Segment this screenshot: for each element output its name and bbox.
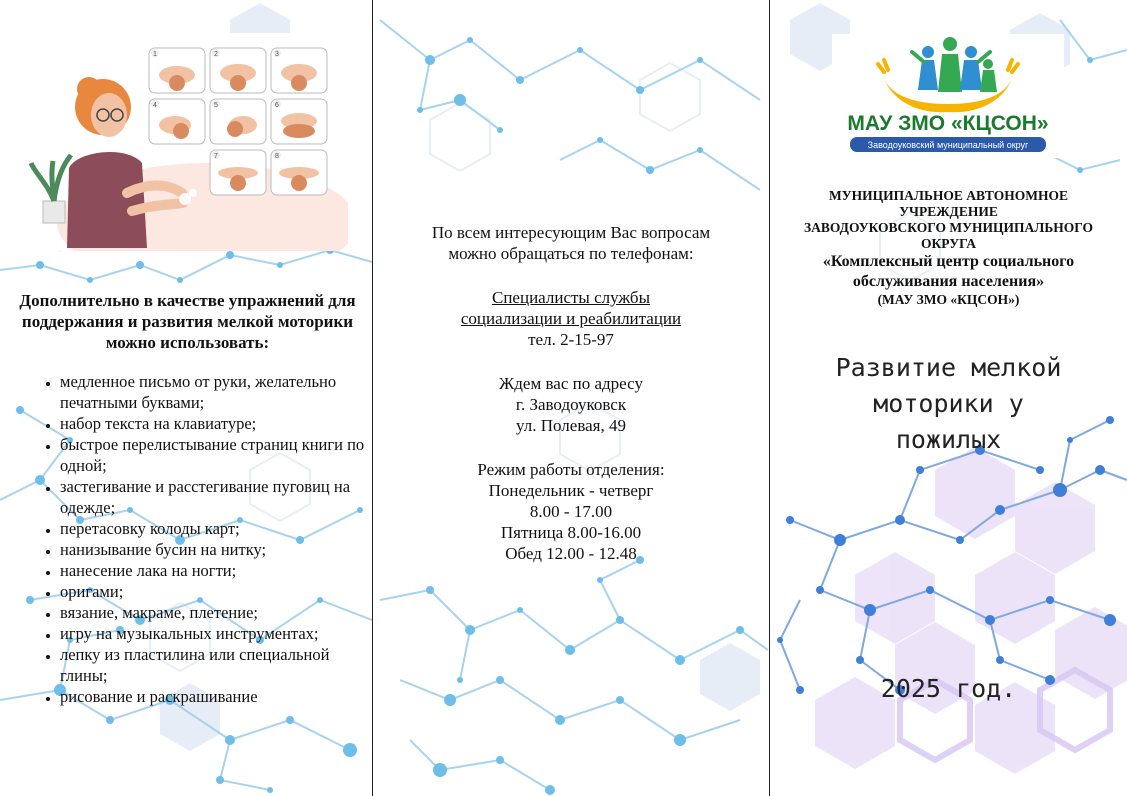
exercise-item: • вязание, макраме, плетение; xyxy=(60,602,370,623)
org-line-3: ЗАВОДОУКОВСКОГО МУНИЦИПАЛЬНОГО xyxy=(803,220,1094,235)
hours-days: Понедельник - четверг xyxy=(488,481,654,500)
org-name-line-2: обслуживания населения» xyxy=(852,273,1045,290)
exercise-item: • перетасовку колоды карт; xyxy=(60,518,370,539)
hours-time: 8.00 - 17.00 xyxy=(529,502,613,521)
exercise-item: • быстрое перелистывание страниц книги по одной; xyxy=(60,434,370,476)
logo-title: МАУ ЗМО «КЦСОН» xyxy=(847,112,1049,135)
hours-heading: Режим работы отделения: xyxy=(477,460,665,479)
title-line-1: Развитие мелкой xyxy=(835,353,1062,382)
hand-washing-illustration xyxy=(7,33,348,251)
exercises-heading: Дополнительно в качестве упражнений для поддержания и развития мелкой моторики можно использовать: xyxy=(19,291,356,352)
exercise-item: • оригами; xyxy=(60,581,370,602)
exercise-item: • застегивание и расстегивание пуговиц на одежде; xyxy=(60,476,370,518)
contact-heading-line-1: По всем интересующим Вас вопросам xyxy=(431,223,711,242)
org-line-1: МУНИЦИПАЛЬНОЕ АВТОНОМНОЕ xyxy=(829,188,1068,203)
address-street: ул. Полевая, 49 xyxy=(516,416,626,435)
step-label: 5 xyxy=(214,102,218,109)
panel-right xyxy=(770,0,1127,796)
step-label: 6 xyxy=(275,102,279,109)
service-name-line-2: социализации и реабилитации xyxy=(460,309,682,328)
exercise-item: • лепку из пластилина или специальной глины; xyxy=(60,644,370,686)
exercises-list xyxy=(20,371,370,707)
organization-logo xyxy=(832,34,1064,158)
address-city: г. Заводоуковск xyxy=(515,395,627,414)
exercise-item: • игру на музыкальных инструментах; xyxy=(60,623,370,644)
people-in-hands-logo xyxy=(832,34,1064,158)
org-name-line-1: «Комплексный центр социального xyxy=(822,253,1075,270)
exercise-item: • рисование и раскрашивание xyxy=(60,686,370,707)
step-label: 2 xyxy=(214,51,218,58)
title-line-3: пожилых xyxy=(895,425,1002,454)
step-label: 1 xyxy=(153,51,157,58)
address-intro: Ждем вас по адресу xyxy=(499,374,643,393)
year-label: 2025 год. xyxy=(880,674,1017,703)
exercise-item: • набор текста на клавиатуре; xyxy=(60,413,370,434)
contact-heading-line-2: можно обращаться по телефонам: xyxy=(448,244,694,263)
exercise-item: • медленное письмо от руки, желательно печатными буквами; xyxy=(60,371,370,413)
step-label: 4 xyxy=(153,102,157,109)
phone-number: тел. 2-15-97 xyxy=(528,330,614,349)
org-short-name: (МАУ ЗМО «КЦСОН») xyxy=(877,292,1020,307)
exercise-item: • нанизывание бусин на нитку; xyxy=(60,539,370,560)
brochure-title xyxy=(770,350,1127,458)
logo-subtitle: Заводоуковский муниципальный округ xyxy=(867,140,1029,150)
panel-middle xyxy=(373,0,769,796)
title-line-2: моторики у xyxy=(873,389,1024,418)
org-line-2: УЧРЕЖДЕНИЕ xyxy=(899,204,998,219)
service-name-line-1: Специалисты службы xyxy=(492,288,650,307)
hours-friday: Пятница 8.00-16.00 xyxy=(500,523,642,542)
panel-left xyxy=(0,0,372,796)
step-label: 8 xyxy=(275,153,279,160)
step-label: 3 xyxy=(275,51,279,58)
organization-block xyxy=(770,188,1127,308)
org-line-4: ОКРУГА xyxy=(921,236,976,251)
hours-lunch: Обед 12.00 - 12.48 xyxy=(505,544,637,563)
exercise-item: • нанесение лака на ногти; xyxy=(60,560,370,581)
step-label: 7 xyxy=(214,153,218,160)
